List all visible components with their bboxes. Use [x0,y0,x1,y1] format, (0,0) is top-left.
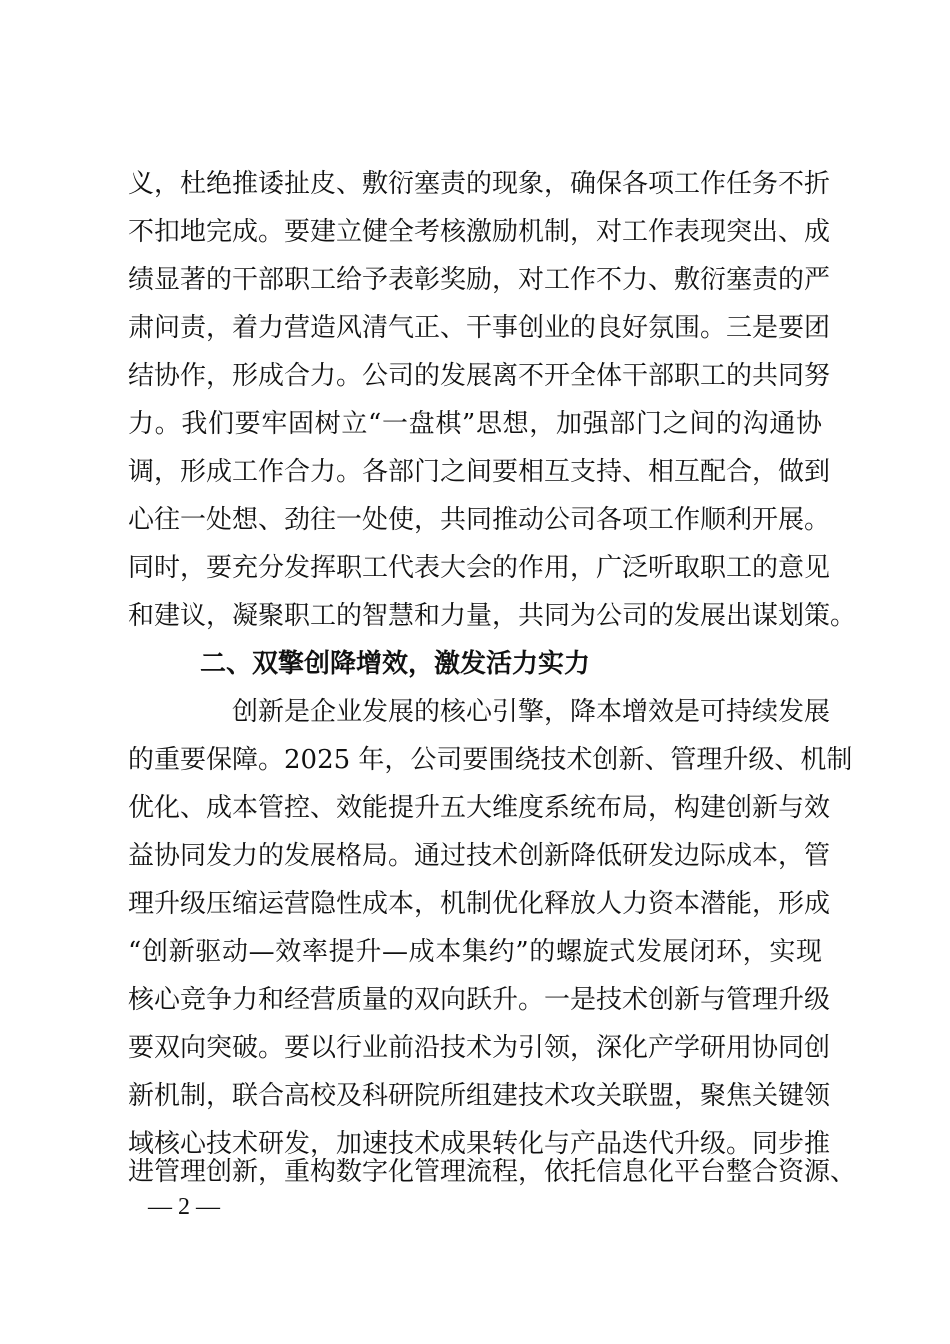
paragraph-line: 绩显著的干部职工给予表彰奖励，对工作不力、敷衍塞责的严 [128,265,831,295]
paragraph-line: “创新驱动—效率提升—成本集约”的螺旋式发展闭环，实现 [128,937,822,967]
paragraph-line: 进管理创新，重构数字化管理流程，依托信息化平台整合资源、 [128,1157,857,1187]
paragraph-line: 不扣地完成。要建立健全考核激励机制，对工作表现突出、成 [128,217,831,247]
paragraph-line: 义，杜绝推诿扯皮、敷衍塞责的现象，确保各项工作任务不折 [128,169,831,199]
page-number: — 2 — [148,1194,220,1220]
paragraph-line: 域核心技术研发，加速技术成果转化与产品迭代升级。同步推 [128,1129,831,1159]
paragraph-line: 核心竞争力和经营质量的双向跃升。一是技术创新与管理升级 [128,985,831,1015]
paragraph-line: 的重要保障。2025 年，公司要围绕技术创新、管理升级、机制 [128,745,853,775]
paragraph-line: 新机制，联合高校及科研院所组建技术攻关联盟，聚焦关键领 [128,1081,831,1111]
paragraph-line: 同时，要充分发挥职工代表大会的作用，广泛听取职工的意见 [128,553,831,583]
paragraph-line: 创新是企业发展的核心引擎，降本增效是可持续发展 [232,697,831,727]
paragraph-line: 结协作，形成合力。公司的发展离不开全体干部职工的共同努 [128,361,831,391]
paragraph-line: 理升级压缩运营隐性成本，机制优化释放人力资本潜能，形成 [128,889,831,919]
paragraph-line: 优化、成本管控、效能提升五大维度系统布局，构建创新与效 [128,793,831,823]
paragraph-line: 力。我们要牢固树立“一盘棋”思想，加强部门之间的沟通协 [128,409,822,439]
paragraph-line: 调，形成工作合力。各部门之间要相互支持、相互配合，做到 [128,457,831,487]
paragraph-line: 心往一处想、劲往一处使，共同推动公司各项工作顺利开展。 [128,505,831,535]
paragraph-line: 肃问责，着力营造风清气正、干事创业的良好氛围。三是要团 [128,313,831,343]
section-heading: 二、双擎创降增效，激发活力实力 [200,649,591,679]
paragraph-line: 益协同发力的发展格局。通过技术创新降低研发边际成本，管 [128,841,831,871]
paragraph-line: 和建议，凝聚职工的智慧和力量，共同为公司的发展出谋划策。 [128,601,857,631]
paragraph-line: 要双向突破。要以行业前沿技术为引领，深化产学研用协同创 [128,1033,831,1063]
